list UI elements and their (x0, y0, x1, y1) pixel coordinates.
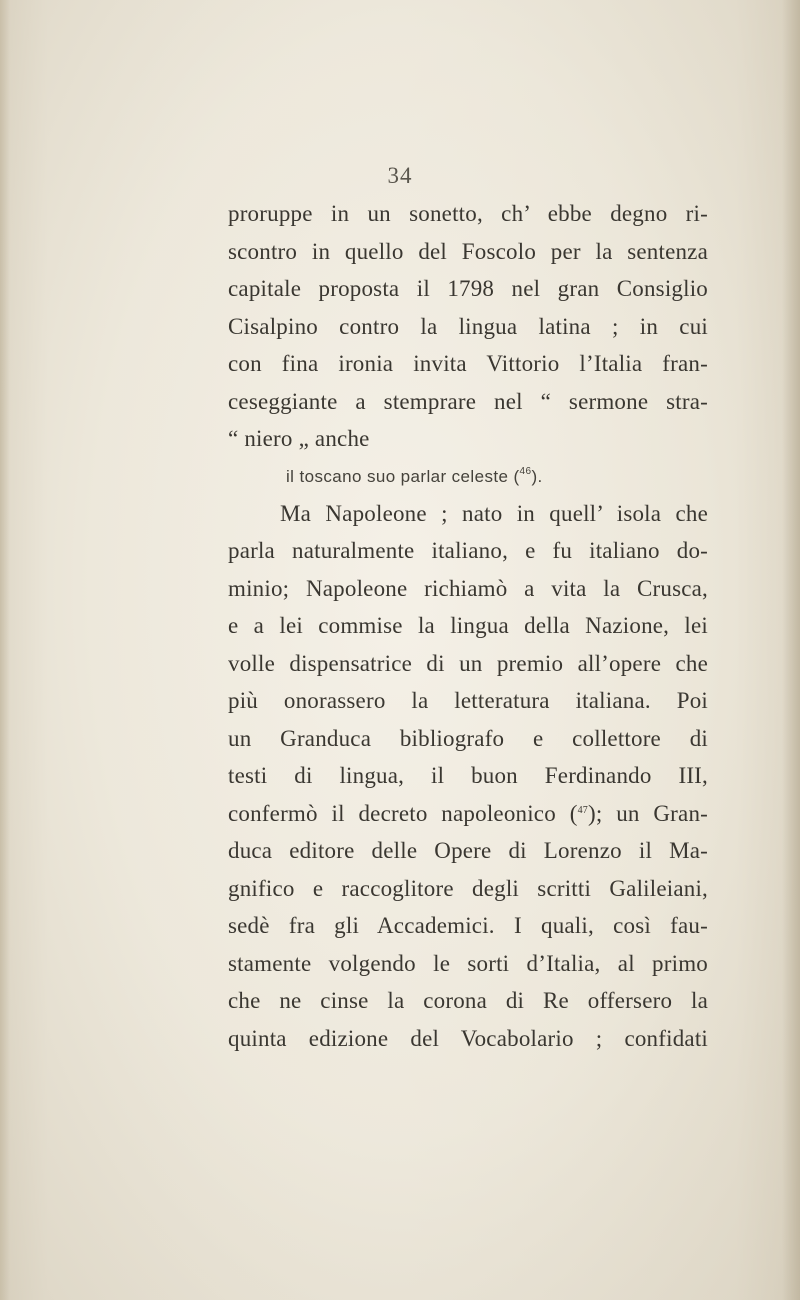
text-line: scontro in quello del Foscolo per la sentenza (228, 238, 708, 264)
text-line: ceseggiante a stemprare nel “ sermone stra- (228, 388, 708, 414)
text-line: proruppe in un sonetto, ch’ ebbe degno ri- (228, 201, 708, 226)
text-line: “ niero „ anche (228, 426, 370, 451)
footnote-marker: 46 (519, 465, 532, 477)
text-line: volle dispensatrice di un premio all’opere che (228, 650, 708, 676)
body-text (228, 195, 708, 1057)
text-line: che ne cinse la corona di Re offersero la (228, 988, 708, 1013)
text-line-with-footnote (228, 795, 708, 833)
text-line: testi di lingua, il buon Ferdinando III, (228, 763, 708, 788)
text-line: capitale proposta il 1798 nel gran Consiglio (228, 276, 708, 301)
quoted-verse-close: ). (531, 466, 543, 486)
footnote-marker: 47 (577, 804, 588, 816)
text-line: gnifico e raccoglitore degli scritti Galileiani, (228, 875, 708, 901)
page-edge-left (0, 0, 10, 1300)
quoted-verse-text: il toscano suo parlar celeste ( (286, 466, 520, 486)
text-line: duca editore delle Opere di Lorenzo il Ma- (228, 838, 708, 863)
page-number: 34 (387, 163, 413, 188)
text-line: un Granduca bibliografo e collettore di (228, 725, 708, 751)
text-line: quinta edizione del Vocabolario ; confidati (228, 1025, 708, 1051)
text-line: più onorassero la letteratura italiana. Poi (228, 688, 708, 713)
quoted-verse (228, 458, 708, 495)
paragraph-first-line: Ma Napoleone ; nato in quell’ isola che (280, 500, 708, 526)
text-line: e a lei commise la lingua della Nazione, lei (228, 613, 708, 638)
page-edge-right (782, 0, 800, 1300)
text-line: parla naturalmente italiano, e fu italiano do- (228, 538, 708, 563)
text-line-part: confermò il decreto napoleonico ( (228, 800, 578, 826)
text-line: sedè fra gli Accademici. I quali, così fau- (228, 913, 708, 938)
text-line-part: ); un Gran- (587, 800, 709, 826)
text-line: stamente volgendo le sorti d’Italia, al primo (228, 950, 708, 976)
text-line: minio; Napoleone richiamò a vita la Crusca, (228, 575, 708, 601)
text-line: Cisalpino contro la lingua latina ; in cui (228, 313, 708, 339)
text-line: con fina ironia invita Vittorio l’Italia fran- (228, 351, 708, 376)
